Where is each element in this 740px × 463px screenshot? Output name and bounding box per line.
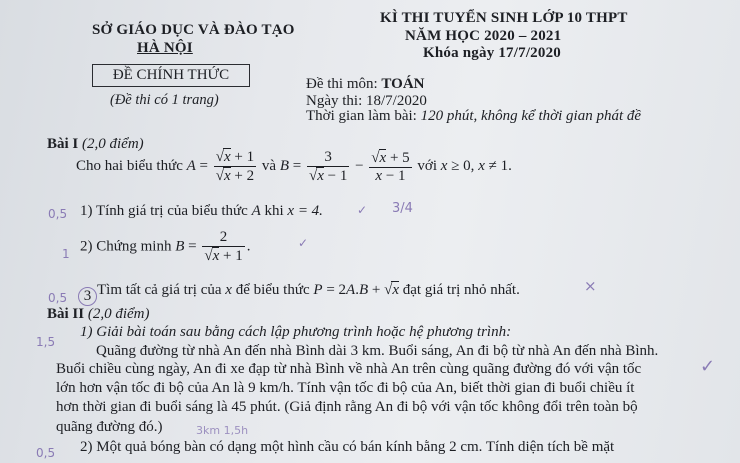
condition-prefix: với bbox=[417, 157, 438, 174]
and-text: và bbox=[261, 157, 277, 174]
question-1-2: 2) Chứng minh B = $\frac{2}{√x + 1}$ . bbox=[80, 229, 251, 264]
q1-mid: khi bbox=[264, 203, 284, 219]
question-1-3: Tìm tất cả giá trị của x để biểu thức P = 2A.B + √x đạt giá trị nhỏ nhất. bbox=[97, 282, 520, 298]
fraction-note: 3/4 bbox=[392, 201, 413, 216]
expr-b-second: $\frac{√x + 5}{x - 1}$ bbox=[371, 149, 410, 184]
section-2-points: (2,0 điểm) bbox=[87, 306, 150, 322]
exam-title: KÌ THI TUYỂN SINH LỚP 10 THPT bbox=[380, 10, 628, 26]
problem-line-2: Buổi chiều cùng ngày, An đi xe đạp từ nhà Bình về nhà An trên cùng quãng đường đó với vận tốc bbox=[56, 361, 642, 377]
problem-line-1: Quãng đường từ nhà An đến nhà Bình dài 3 km. Buổi sáng, An đi bộ từ nhà An đến nhà Bình. bbox=[96, 343, 659, 359]
problem-line-4: hơn thời gian đi buổi sáng là 45 phút. (Giả định rằng An đi bộ với vận tốc không đổi trên toàn bộ bbox=[56, 399, 638, 415]
question-2-2: 2) Một quả bóng bàn có dạng một hình cầu có bán kính bằng 2 cm. Tính diện tích bề mặt bbox=[80, 439, 615, 455]
subject-line bbox=[306, 76, 425, 93]
check-mark-2: ✓ bbox=[298, 236, 309, 250]
subject-prefix: Đề thi môn: bbox=[306, 76, 378, 92]
duration-line bbox=[306, 108, 641, 125]
check-mark-1: ✓ bbox=[357, 203, 368, 217]
department-name: SỞ GIÁO DỤC VÀ ĐÀO TẠO bbox=[92, 22, 295, 38]
expr-b-simplified: $\frac{2}{√x + 1}$ bbox=[204, 229, 243, 264]
q1-text: 1) Tính giá trị của biểu thức bbox=[80, 203, 248, 219]
official-exam-box bbox=[92, 64, 250, 87]
intro-text: Cho hai biểu thức bbox=[76, 157, 183, 174]
problem-line-5: quãng đường đó.) bbox=[56, 419, 163, 435]
score-q3: 0,5 bbox=[48, 291, 68, 305]
cross-mark: × bbox=[584, 277, 597, 295]
check-mark-3: ✓ bbox=[700, 356, 716, 377]
section-2-title: Bài II bbox=[47, 306, 85, 322]
city-name: HÀ NỘI bbox=[137, 40, 193, 56]
question-2-1-heading: 1) Giải bài toán sau bằng cách lập phương trình hoặc hệ phương trình: bbox=[80, 324, 512, 340]
score-bai2-q2: 0,5 bbox=[36, 446, 56, 460]
question-3-number: 3 bbox=[78, 287, 97, 306]
q1-value: x = 4. bbox=[287, 203, 323, 219]
question-1-1: 1) Tính giá trị của biểu thức A khi x = 4. bbox=[80, 203, 323, 219]
q2-text: 2) Chứng minh bbox=[80, 238, 172, 255]
course-date: Khóa ngày 17/7/2020 bbox=[423, 45, 561, 61]
pages-note: (Đề thi có 1 trang) bbox=[110, 92, 219, 108]
score-q1: 0,5 bbox=[48, 207, 68, 221]
exam-date: Ngày thi: 18/7/2020 bbox=[306, 93, 427, 109]
section-1-points: (2,0 điểm) bbox=[82, 136, 144, 152]
section-1-title: Bài I bbox=[47, 136, 79, 152]
expr-a: $\frac{√x + 1}{√x + 2}$ bbox=[215, 149, 255, 184]
school-year: NĂM HỌC 2020 – 2021 bbox=[405, 28, 562, 44]
problem-line-3: lớn hơn vận tốc đi bộ của An là 9 km/h. Tính vận tốc đi bộ của An, biết thời gian đi buổi chiều ít bbox=[56, 380, 635, 396]
q3-text: Tìm tất cả giá trị của bbox=[97, 282, 222, 298]
expr-b-first: $\frac{3}{√x - 1}$ bbox=[308, 148, 348, 184]
subject-name: TOÁN bbox=[381, 76, 425, 92]
section-2-heading bbox=[47, 306, 150, 323]
duration-prefix: Thời gian làm bài: bbox=[306, 108, 417, 124]
score-bai2: 1,5 bbox=[36, 335, 56, 349]
score-q2: 1 bbox=[62, 247, 70, 261]
duration-value: 120 phút, không kể thời gian phát đề bbox=[420, 108, 642, 124]
q3-end: đạt giá trị nhỏ nhất. bbox=[402, 282, 520, 298]
margin-note: 3km 1,5h bbox=[196, 424, 249, 437]
expressions-line: Cho hai biểu thức A = $\frac{√x + 1}{√x + 2}$ và B = $\frac{3}{√x - 1}$ − $\frac{√x + 5}{x - 1}$ với x ≥ 0, x ≠ 1. bbox=[76, 148, 512, 184]
q3-mid: để biểu thức bbox=[235, 282, 310, 298]
official-label: ĐỀ CHÍNH THỨC bbox=[112, 67, 230, 83]
